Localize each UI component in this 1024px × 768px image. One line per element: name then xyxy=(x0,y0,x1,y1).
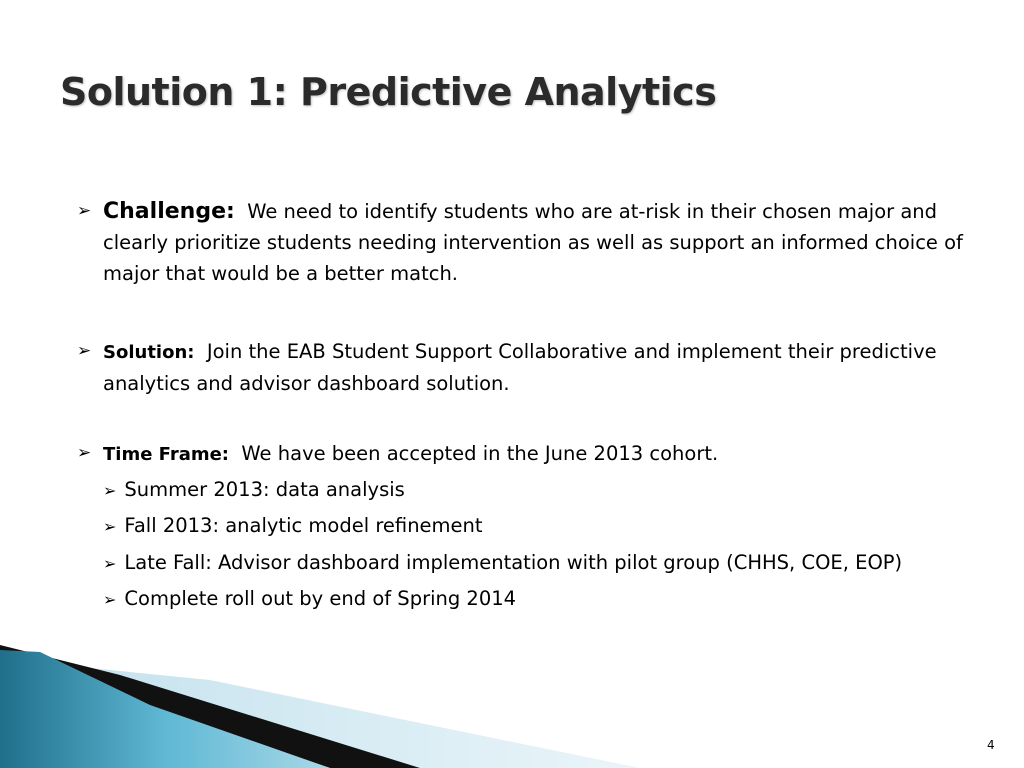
sub-bullet-item: ➢ Fall 2013: analytic model refinement xyxy=(103,514,483,537)
arrow-bullet-icon: ➢ xyxy=(103,481,117,500)
challenge-text: We need to identify students who are at-risk in their chosen major and clearly prioritize students needing intervention as well as support an informed choice of major that would be a better match. xyxy=(103,200,963,285)
sub-bullet-item: ➢ Complete roll out by end of Spring 2014 xyxy=(103,587,517,610)
page-number: 4 xyxy=(987,738,995,752)
solution-text: Join the EAB Student Support Collaborative and implement their predictive analytics and advisor dashboard solution. xyxy=(103,340,937,395)
slide-title: Solution 1: Predictive Analytics xyxy=(60,70,717,114)
sub-bullet-item: ➢ Summer 2013: data analysis xyxy=(103,478,405,501)
arrow-bullet-icon: ➢ xyxy=(77,443,92,463)
time-frame-label: Time Frame: xyxy=(103,444,230,465)
arrow-bullet-icon: ➢ xyxy=(103,554,117,573)
arrow-bullet-icon: ➢ xyxy=(77,341,92,361)
sub-bullet-item: ➢ Late Fall: Advisor dashboard implementation with pilot group (CHHS, COE, EOP) xyxy=(103,551,903,574)
challenge-label: Challenge: xyxy=(103,199,235,224)
solution-label: Solution: xyxy=(103,342,195,363)
arrow-bullet-icon: ➢ xyxy=(77,201,92,221)
time-frame-text: We have been accepted in the June 2013 cohort. xyxy=(241,442,719,465)
arrow-bullet-icon: ➢ xyxy=(103,590,117,609)
arrow-bullet-icon: ➢ xyxy=(103,517,117,536)
